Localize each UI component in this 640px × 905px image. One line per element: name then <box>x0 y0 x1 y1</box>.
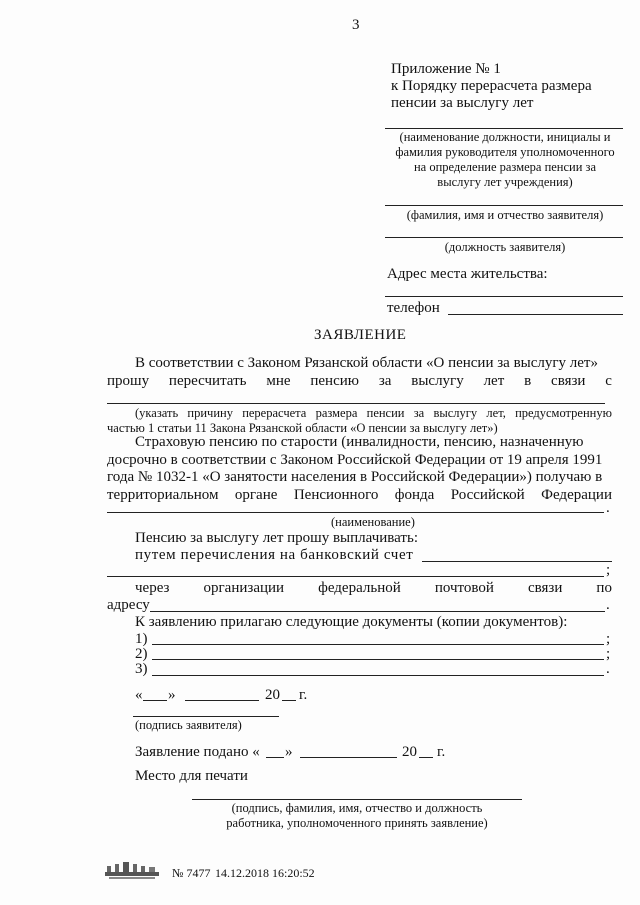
reason-word: размера <box>315 406 358 420</box>
appendix-line-3: пенсии за выслугу лет <box>391 95 534 111</box>
applicant-name-line[interactable] <box>385 205 623 206</box>
date-year-line[interactable] <box>282 700 296 701</box>
para2-word: Пенсионного <box>293 487 379 503</box>
post-word: организации <box>203 580 285 596</box>
reason-word: перерасчета <box>242 406 307 420</box>
attachment-end-2: ; <box>606 646 611 662</box>
payment-intro: Пенсию за выслугу лет прошу выплачивать: <box>135 530 418 546</box>
para2-word: Российской <box>450 487 525 503</box>
attachment-end-1: ; <box>606 631 611 647</box>
reason-word: лет, <box>486 406 506 420</box>
para1-word: выслугу <box>411 373 464 389</box>
registry-stamp-icon <box>103 858 161 882</box>
appendix-line-2: к Порядку перерасчета размера <box>391 78 592 94</box>
official-signature-line[interactable] <box>192 799 522 800</box>
para2-word: фонда <box>394 487 435 503</box>
date-close-quote: » <box>168 687 176 703</box>
address-line[interactable] <box>385 296 623 297</box>
submitted-year-prefix: 20 <box>402 744 417 760</box>
submitted-close-quote: » <box>285 744 293 760</box>
reason-caption-line2: частью 1 статьи 11 Закона Рязанской области «О пенсии за выслугу лет») <box>107 421 498 435</box>
date-day-line[interactable] <box>143 700 167 701</box>
applicant-position-line[interactable] <box>385 237 623 238</box>
reason-caption-line1 <box>135 406 612 421</box>
para1-line1: В соответствии с Законом Рязанской области «О пенсии за выслугу лет» <box>135 355 598 371</box>
attachment-line-3[interactable] <box>152 675 604 676</box>
date-month-line[interactable] <box>185 700 259 701</box>
date-year-suffix: г. <box>299 687 308 703</box>
para1-word: в <box>524 373 532 389</box>
para1-word: с <box>605 373 612 389</box>
para2-line2: досрочно в соответствии с Законом Российской Федерации от 19 апреля 1991 <box>107 452 603 468</box>
recipient-caption-4: выслугу лет учреждения) <box>437 175 573 189</box>
post-line <box>135 580 612 597</box>
address-label: Адрес места жительства: <box>387 266 548 282</box>
reason-word: предусмотренную <box>515 406 612 420</box>
official-caption-1: (подпись, фамилия, имя, отчество и должность <box>231 801 483 815</box>
attachment-num-1: 1) <box>135 631 148 647</box>
reason-word: пенсии <box>366 406 405 420</box>
attachment-num-3: 3) <box>135 661 148 677</box>
signature-line[interactable] <box>133 716 279 717</box>
recipient-line[interactable] <box>385 128 623 129</box>
recipient-caption-1: (наименование должности, инициалы и <box>399 130 611 144</box>
para1-word: за <box>378 373 392 389</box>
document-title: ЗАЯВЛЕНИЕ <box>314 327 407 343</box>
para1-word: связи <box>551 373 586 389</box>
date-open-quote: « <box>135 687 143 703</box>
reason-word: за <box>413 406 425 420</box>
submitted-year-line[interactable] <box>419 757 433 758</box>
bank-semicolon: ; <box>606 562 611 578</box>
bank-account-line[interactable] <box>422 561 612 562</box>
post-word: почтовой <box>434 580 494 596</box>
registry-datetime: 14.12.2018 16:20:52 <box>215 866 315 880</box>
submitted-label: Заявление подано « <box>135 744 260 760</box>
reason-word: (указать <box>135 406 179 420</box>
attachment-num-2: 2) <box>135 646 148 662</box>
bank-account-line-2[interactable] <box>107 576 604 577</box>
para2-line1: Страховую пенсию по старости (инвалидности, пенсию, назначенную <box>135 434 584 450</box>
applicant-position-caption: (должность заявителя) <box>444 240 566 254</box>
para1-word: мне <box>266 373 291 389</box>
post-word: через <box>135 580 170 596</box>
para2-line3: года № 1032-1 «О занятости населения в Российской Федерации») получаю в <box>107 469 603 485</box>
submitted-year-suffix: г. <box>437 744 446 760</box>
fund-name-line[interactable] <box>107 512 604 513</box>
applicant-name-caption: (фамилия, имя и отчество заявителя) <box>406 208 604 222</box>
attachment-line-1[interactable] <box>152 644 604 645</box>
attachment-end-3: . <box>606 661 610 677</box>
recipient-caption-3: на определение размера пенсии за <box>413 160 597 174</box>
para1-word: пересчитать <box>168 373 247 389</box>
reason-line[interactable] <box>107 403 605 404</box>
signature-caption: (подпись заявителя) <box>135 718 242 732</box>
attachments-intro: К заявлению прилагаю следующие документы (копии документов): <box>135 614 568 630</box>
registry-number: № 7477 <box>172 866 211 880</box>
submitted-month-line[interactable] <box>300 757 397 758</box>
post-word: по <box>596 580 612 596</box>
para1-line2 <box>107 373 612 390</box>
para2-word: Федерации <box>541 487 612 503</box>
official-caption-2: работника, уполномоченного принять заявление) <box>226 816 488 830</box>
reason-word: причину <box>187 406 233 420</box>
recipient-caption-2: фамилия руководителя уполномоченного <box>395 145 615 159</box>
appendix-title: Приложение № 1 <box>391 61 501 77</box>
reason-word: выслугу <box>433 406 478 420</box>
para1-word: пенсию <box>310 373 359 389</box>
phone-label: телефон <box>387 300 440 316</box>
phone-line[interactable] <box>448 314 623 315</box>
post-word: федеральной <box>318 580 401 596</box>
attachment-line-2[interactable] <box>152 659 604 660</box>
para2-word: органе <box>234 487 278 503</box>
payment-bank: путем перечисления на банковский счет <box>135 547 414 563</box>
submitted-day-line[interactable] <box>266 757 284 758</box>
post-address-line[interactable] <box>150 611 605 612</box>
address-word: адресу <box>107 597 150 613</box>
seal-place-label: Место для печати <box>135 768 248 784</box>
para2-word: территориальном <box>107 487 219 503</box>
para1-word: лет <box>483 373 505 389</box>
post-word: связи <box>527 580 563 596</box>
page-number: 3 <box>352 17 360 33</box>
para2-line4 <box>107 487 612 504</box>
date-year-prefix: 20 <box>265 687 280 703</box>
fund-name-period: . <box>606 500 610 516</box>
post-address-period: . <box>606 597 610 613</box>
para1-word: прошу <box>107 373 150 389</box>
fund-name-caption: (наименование) <box>331 515 415 529</box>
